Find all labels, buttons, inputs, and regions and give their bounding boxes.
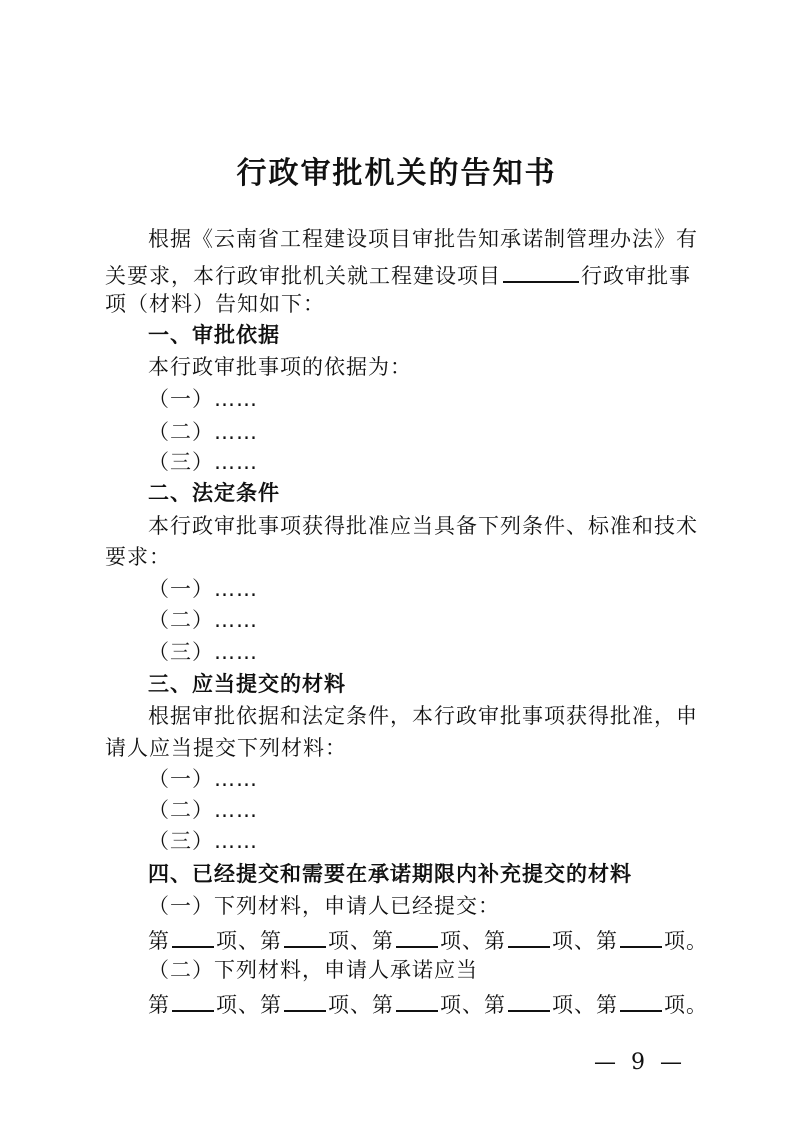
item-number-blank: [172, 924, 214, 948]
section-heading-1: 一、审批依据: [148, 323, 280, 347]
section-3-desc-2: 请人应当提交下列材料：: [105, 736, 347, 760]
item-suffix: 项: [216, 993, 238, 1017]
item-number-blank: [396, 924, 438, 948]
separator: 、: [462, 993, 484, 1017]
list-item: （二）……: [148, 420, 258, 444]
promised-items-line: [148, 988, 708, 1020]
item-suffix: 项: [440, 929, 462, 953]
section-3-desc-1: 根据审批依据和法定条件，本行政审批事项获得批准，申: [148, 704, 698, 728]
item-number-blank: [620, 924, 662, 948]
separator: 、: [238, 929, 260, 953]
item-prefix: 第: [148, 993, 170, 1017]
intro-line-2: [105, 259, 691, 291]
item-number-blank: [508, 988, 550, 1012]
list-item: （二）……: [148, 608, 258, 632]
item-suffix: 项: [216, 929, 238, 953]
list-item: （一）……: [148, 577, 258, 601]
item-number-blank: [172, 988, 214, 1012]
item-prefix: 第: [484, 929, 506, 953]
item-prefix: 第: [260, 929, 282, 953]
separator: 、: [574, 993, 596, 1017]
separator: 、: [238, 993, 260, 1017]
separator: 、: [462, 929, 484, 953]
item-number-blank: [620, 988, 662, 1012]
item-suffix: 项: [328, 993, 350, 1017]
separator: 、: [350, 929, 372, 953]
section-2-desc-2: 要求：: [105, 545, 171, 569]
item-prefix: 第: [596, 993, 618, 1017]
submitted-items-line: [148, 924, 708, 956]
intro-line-3: 项（材料）告知如下：: [105, 292, 325, 316]
end-mark: 。: [686, 993, 708, 1017]
item-prefix: 第: [148, 929, 170, 953]
intro-line-1: 根据《云南省工程建设项目审批告知承诺制管理办法》有: [148, 227, 698, 251]
section-2-desc-1: 本行政审批事项获得批准应当具备下列条件、标准和技术: [148, 514, 698, 538]
item-number-blank: [508, 924, 550, 948]
item-prefix: 第: [372, 993, 394, 1017]
section-1-desc: 本行政审批事项的依据为：: [148, 355, 412, 379]
section-heading-2: 二、法定条件: [148, 481, 280, 505]
section-heading-4: 四、已经提交和需要在承诺期限内补充提交的材料: [148, 862, 632, 886]
list-item: （二）……: [148, 798, 258, 822]
item-prefix: 第: [596, 929, 618, 953]
item-number-blank: [396, 988, 438, 1012]
item-prefix: 第: [260, 993, 282, 1017]
page-title: 行政审批机关的告知书: [236, 156, 557, 191]
section-4-sub-1: （一）下列材料，申请人已经提交：: [148, 894, 500, 918]
item-suffix: 项: [440, 993, 462, 1017]
section-4-sub-2: （二）下列材料，申请人承诺应当: [148, 958, 478, 982]
project-name-blank: [503, 259, 579, 283]
list-item: （一）……: [148, 767, 258, 791]
item-suffix: 项: [328, 929, 350, 953]
item-prefix: 第: [484, 993, 506, 1017]
separator: 、: [574, 929, 596, 953]
list-item: （三）……: [148, 450, 258, 474]
item-suffix: 项: [664, 929, 686, 953]
separator: 、: [350, 993, 372, 1017]
item-number-blank: [284, 988, 326, 1012]
intro-line-2-text: 关要求，本行政审批机关就工程建设项目: [105, 264, 501, 288]
end-mark: 。: [686, 929, 708, 953]
item-prefix: 第: [372, 929, 394, 953]
page-number: — 9 —: [594, 1050, 686, 1075]
intro-line-2-tail: 行政审批事: [581, 264, 691, 288]
item-suffix: 项: [552, 929, 574, 953]
item-number-blank: [284, 924, 326, 948]
item-suffix: 项: [552, 993, 574, 1017]
list-item: （三）……: [148, 640, 258, 664]
section-heading-3: 三、应当提交的材料: [148, 672, 346, 696]
list-item: （一）……: [148, 387, 258, 411]
list-item: （三）……: [148, 829, 258, 853]
item-suffix: 项: [664, 993, 686, 1017]
